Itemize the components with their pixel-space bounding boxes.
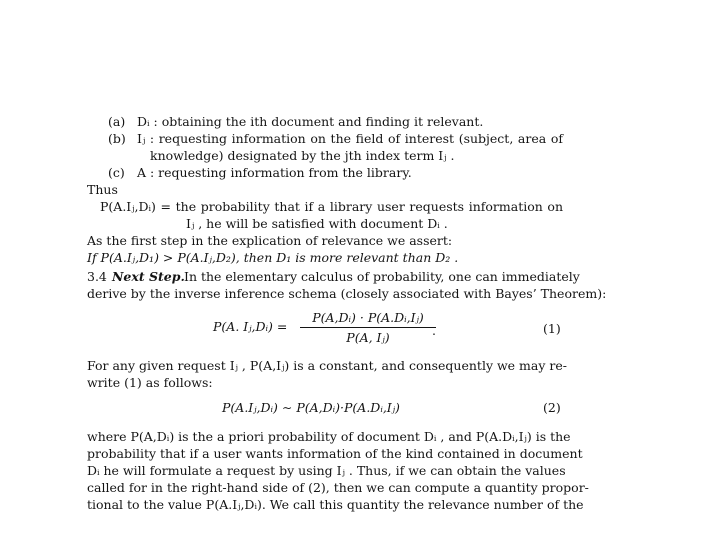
paragraph-3-line-5: tional to the value P(A.Iⱼ,Dᵢ). We call this quantity the relevance number of the <box>87 497 584 512</box>
item-c-label: (c) <box>108 165 125 180</box>
equation-1-period: . <box>432 323 436 338</box>
probability-definition-line-2: Iⱼ , he will be satisfied with document Dᵢ . <box>186 216 448 231</box>
equation-1-number: (1) <box>543 321 561 336</box>
equation-1-fraction <box>300 309 436 346</box>
item-a-text: Dᵢ : obtaining the ith document and finding it relevant. <box>137 114 484 129</box>
item-b-label: (b) <box>108 131 126 146</box>
item-a-label: (a) <box>108 114 126 129</box>
section-number: 3.4 <box>87 269 107 284</box>
relevance-assertion: If P(A.Iⱼ,D₁) > P(A.Iⱼ,D₂), then D₁ is more relevant than D₂ . <box>87 250 459 265</box>
equation-1-numerator: P(A,Dᵢ) · P(A.Dᵢ,Iⱼ) <box>312 310 424 325</box>
item-c-text: A : requesting information from the library. <box>137 165 412 180</box>
first-step-line: As the first step in the explication of relevance we assert: <box>87 233 453 248</box>
equation-1-lhs: P(A. Iⱼ,Dᵢ) = <box>213 319 288 334</box>
section-text-line-2: derive by the inverse inference schema (closely associated with Bayes’ Theorem): <box>87 286 607 301</box>
fraction-bar <box>300 327 436 328</box>
section-title: Next Step. <box>112 269 185 284</box>
paragraph-3-line-2: probability that if a user wants information of the kind contained in document <box>87 446 583 461</box>
thus-line: Thus <box>87 182 118 197</box>
equation-2: P(A.Iⱼ,Dᵢ) ∼ P(A,Dᵢ)·P(A.Dᵢ,Iⱼ) <box>222 400 400 415</box>
equation-2-number: (2) <box>543 400 561 415</box>
paragraph-3-line-3: Dᵢ he will formulate a request by using Iⱼ . Thus, if we can obtain the values <box>87 463 566 478</box>
paragraph-2-line-1: For any given request Iⱼ , P(A,Iⱼ) is a constant, and consequently we may re- <box>87 358 567 373</box>
equation-1-denominator: P(A, Iⱼ) <box>346 330 390 345</box>
item-b-text: Iⱼ : requesting information on the field of interest (subject, area of <box>137 131 563 146</box>
probability-definition-line-1: P(A.Iⱼ,Dᵢ) = the probability that if a library user requests information on <box>100 199 563 214</box>
paragraph-3-line-1: where P(A,Dᵢ) is the a priori probability of document Dᵢ , and P(A.Dᵢ,Iⱼ) is the <box>87 429 571 444</box>
paragraph-3-line-4: called for in the right-hand side of (2), then we can compute a quantity propor- <box>87 480 589 495</box>
item-b-continuation: knowledge) designated by the jth index term Iⱼ . <box>150 148 455 163</box>
section-text-line-1: In the elementary calculus of probability, one can immediately <box>184 269 580 284</box>
paragraph-2-line-2: write (1) as follows: <box>87 375 213 390</box>
